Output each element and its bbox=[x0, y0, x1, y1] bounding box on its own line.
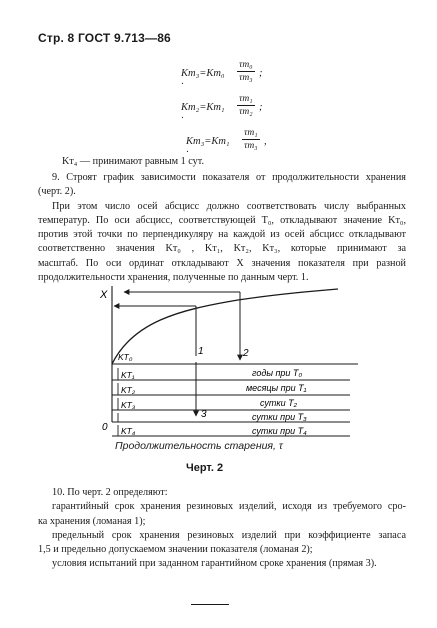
axis-4-unit-label: сутки при T₃ bbox=[252, 412, 307, 422]
formula-2-punct: ; bbox=[259, 102, 263, 113]
abscissa-axis-1 bbox=[112, 368, 350, 380]
formula-1-numerator: τт₀ bbox=[239, 60, 253, 70]
para10-line: 10. По черт. 2 определяют: bbox=[52, 487, 168, 498]
note-line: Kт₄ — принимают равным 1 сут. bbox=[62, 156, 204, 167]
para10-line: 1,5 и предельно допускаемом значении показателя (ломаная 2); bbox=[38, 544, 313, 556]
para9-line: 9. Строят график зависимости показателя от продолжительности хранения bbox=[52, 172, 406, 183]
axis-1-unit-label: годы при T₀ bbox=[252, 368, 303, 378]
para10-line: ка хранения (ломаная 1); bbox=[38, 515, 146, 527]
axis-2-k-label: KT₂ bbox=[121, 385, 136, 395]
abscissa-axis-3 bbox=[112, 398, 350, 410]
abscissa-axis-2 bbox=[112, 383, 350, 395]
origin-label: 0 bbox=[102, 422, 108, 433]
abscissa-axis-4 bbox=[112, 412, 350, 422]
paragraph-9 bbox=[38, 171, 406, 285]
marker-3-label: 3 bbox=[201, 409, 207, 420]
formula-1-fraction bbox=[237, 60, 255, 83]
paragraph-10 bbox=[38, 486, 406, 572]
abscissa-axis-5 bbox=[112, 425, 350, 436]
aging-curve bbox=[112, 289, 338, 364]
chart-caption: Черт. 2 bbox=[186, 462, 224, 474]
axis-3-unit-label: сутки T₂ bbox=[260, 398, 298, 408]
page-header: Стр. 8 ГОСТ 9.713—86 bbox=[38, 31, 171, 45]
formula-1-punct: ; bbox=[259, 68, 263, 79]
para9-line: соответственно значения Kт₀ , Kт₁, Kт₂, Kт₃, которые принимают за bbox=[38, 243, 406, 255]
para9-line: При этом число осей абсцисс должно соответствовать числу выбранных bbox=[52, 200, 406, 212]
curve-k-label: KT₀ bbox=[118, 352, 133, 362]
axis-2-unit-label: месяцы при T₁ bbox=[246, 383, 307, 393]
formula-2-denominator: τт₂ bbox=[239, 107, 253, 117]
marker-2-label: 2 bbox=[243, 348, 249, 359]
formula-3-lhs: Kт₃=Kт₁ · bbox=[186, 136, 230, 158]
axis-3-k-label: KT₃ bbox=[121, 400, 136, 410]
marker-1-label: 1 bbox=[198, 346, 204, 357]
para10-line: условия испытаний при заданном гарантийном сроке хранения (прямая 3). bbox=[52, 558, 377, 570]
formula-2-numerator: τт₁ bbox=[239, 94, 253, 104]
axis-5-unit-label: сутки при T₄ bbox=[252, 426, 307, 436]
formula-3-numerator: τт₁ bbox=[244, 128, 258, 138]
formula-3-punct: , bbox=[264, 136, 267, 147]
para10-line: гарантийный срок хранения резиновых изделий, исходя из требуемого сро- bbox=[52, 501, 406, 513]
x-axis-title: Продолжительность старения, τ bbox=[115, 440, 283, 452]
axis-1-k-label: KT₁ bbox=[121, 370, 135, 380]
para9-line: (черт. 2). bbox=[38, 186, 76, 198]
axis-5-k-label: KT₄ bbox=[121, 426, 136, 436]
para9-line: продолжительности хранения, полученные по данным черт. 1. bbox=[38, 272, 309, 284]
formula-1-denominator: τт₃ bbox=[239, 73, 253, 83]
formula-2-lhs: Kт₂=Kт₁ · bbox=[181, 102, 225, 124]
bottom-rule bbox=[191, 604, 229, 605]
storage-chart bbox=[88, 282, 358, 440]
formula-1-lhs: Kт₃=Kт₀ · bbox=[181, 68, 225, 90]
para9-line: масштаб. По оси ординат откладывают X значения показателя при разной bbox=[38, 257, 406, 269]
formula-3-fraction bbox=[242, 128, 260, 151]
formula-2-fraction bbox=[237, 94, 255, 117]
para9-line: против этой точки по перпендикуляру на каждой из осей абсцисс откладывают bbox=[38, 229, 406, 241]
para10-line: предельный срок хранения резиновых изделий при коэффициенте запаса bbox=[52, 529, 406, 541]
formula-3-denominator: τт₃ bbox=[244, 141, 258, 151]
para9-line: температур. По оси абсцисс, соответствующей T₀, откладывают значение Kт₀, bbox=[38, 214, 406, 226]
y-axis-label: X bbox=[100, 289, 108, 301]
